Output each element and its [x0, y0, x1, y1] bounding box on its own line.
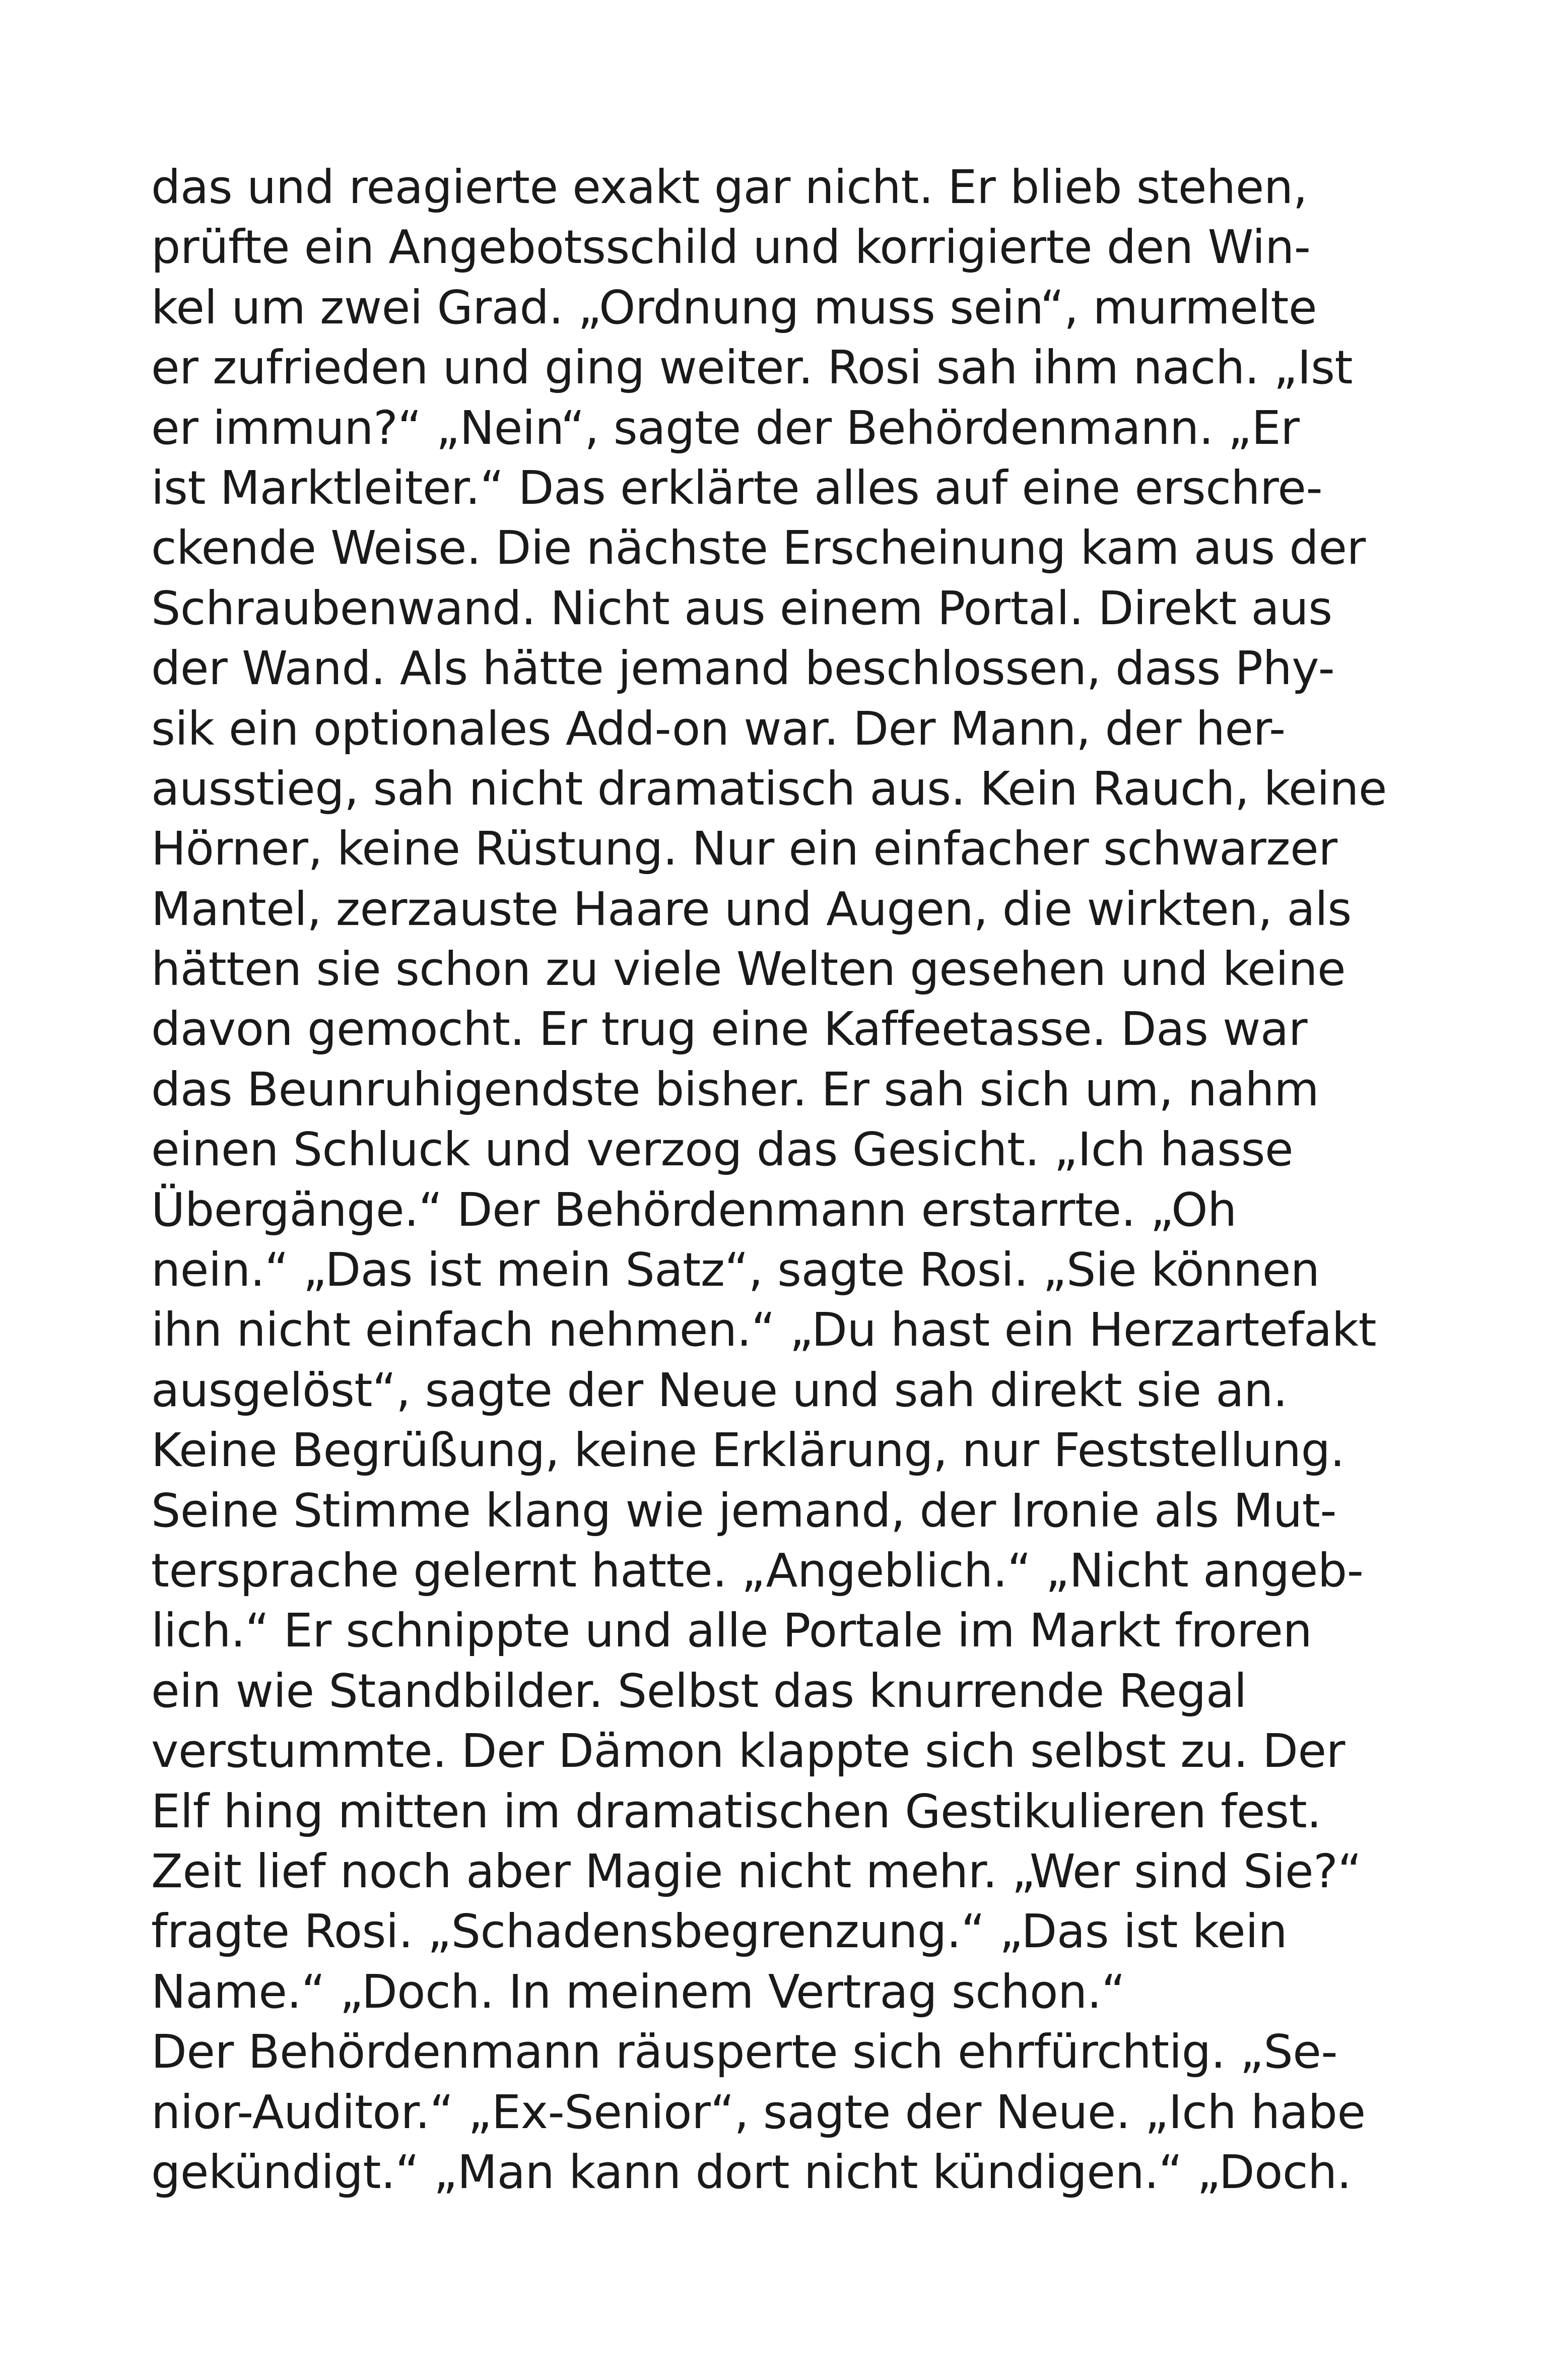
text-line: er immun?“ „Nein“, sagte der Behördenmann. „Er — [151, 401, 1300, 455]
text-line: Seine Stimme klang wie jemand, der Ironie als Mut- — [151, 1483, 1337, 1538]
text-line: Mantel, zerzauste Haare und Augen, die wirkten, als — [151, 882, 1352, 936]
text-line: gekündigt.“ „Man kann dort nicht kündigen.“ „Doch. — [151, 2145, 1352, 2199]
body-text — [151, 157, 1421, 2202]
text-line: fragte Rosi. „Schadensbegrenzung.“ „Das ist kein — [151, 1904, 1288, 1959]
text-line: einen Schluck und verzog das Gesicht. „Ich hasse — [151, 1122, 1294, 1177]
text-line: ist Marktleiter.“ Das erklärte alles auf eine erschre- — [151, 460, 1323, 515]
text-line: ckende Weise. Die nächste Erscheinung kam aus der — [151, 521, 1366, 575]
text-line: ausgelöst“, sagte der Neue und sah direkt sie an. — [151, 1363, 1288, 1417]
text-line: sik ein optionales Add-on war. Der Mann, der her- — [151, 701, 1286, 756]
text-line: kel um zwei Grad. „Ordnung muss sein“, murmelte — [151, 280, 1317, 335]
text-line: Elf hing mitten im dramatischen Gestikulieren fest. — [151, 1784, 1321, 1838]
text-line: tersprache gelernt hatte. „Angeblich.“ „Nicht angeb- — [151, 1543, 1364, 1598]
text-line: er zufrieden und ging weiter. Rosi sah ihm nach. „Ist — [151, 341, 1353, 395]
text-line: das und reagierte exakt gar nicht. Er blieb stehen, — [151, 160, 1308, 214]
text-line: Keine Begrüßung, keine Erklärung, nur Feststellung. — [151, 1423, 1345, 1478]
text-line: Hörner, keine Rüstung. Nur ein einfacher schwarzer — [151, 822, 1337, 876]
text-line: nein.“ „Das ist mein Satz“, sagte Rosi. „Sie können — [151, 1243, 1320, 1297]
text-line: Zeit lief noch aber Magie nicht mehr. „Wer sind Sie?“ — [151, 1844, 1362, 1898]
text-line: Name.“ „Doch. In meinem Vertrag schon.“ — [151, 1964, 1125, 2019]
text-line: nior-Auditor.“ „Ex-Senior“, sagte der Neue. „Ich habe — [151, 2085, 1366, 2139]
text-line: das Beunruhigendste bisher. Er sah sich um, nahm — [151, 1062, 1319, 1116]
text-line: prüfte ein Angebotsschild und korrigierte den Win- — [151, 220, 1311, 275]
text-line: Übergänge.“ Der Behördenmann erstarrte. „Oh — [151, 1182, 1237, 1237]
text-line: davon gemocht. Er trug eine Kaffeetasse. Das war — [151, 1002, 1308, 1056]
text-line: Schraubenwand. Nicht aus einem Portal. Direkt aus — [151, 581, 1332, 635]
text-line: lich.“ Er schnippte und alle Portale im Markt froren — [151, 1604, 1312, 1658]
text-line: ihn nicht einfach nehmen.“ „Du hast ein Herzartefakt — [151, 1303, 1377, 1357]
text-line: verstummte. Der Dämon klappte sich selbst zu. Der — [151, 1724, 1345, 1778]
text-line: Der Behördenmann räusperte sich ehrfürchtig. „Se- — [151, 2025, 1338, 2079]
text-line: ausstieg, sah nicht dramatisch aus. Kein Rauch, keine — [151, 761, 1387, 816]
text-line: hätten sie schon zu viele Welten gesehen und keine — [151, 942, 1346, 997]
text-line: ein wie Standbilder. Selbst das knurrende Regal — [151, 1664, 1247, 1718]
text-line: der Wand. Als hätte jemand beschlossen, dass Phy- — [151, 641, 1335, 696]
